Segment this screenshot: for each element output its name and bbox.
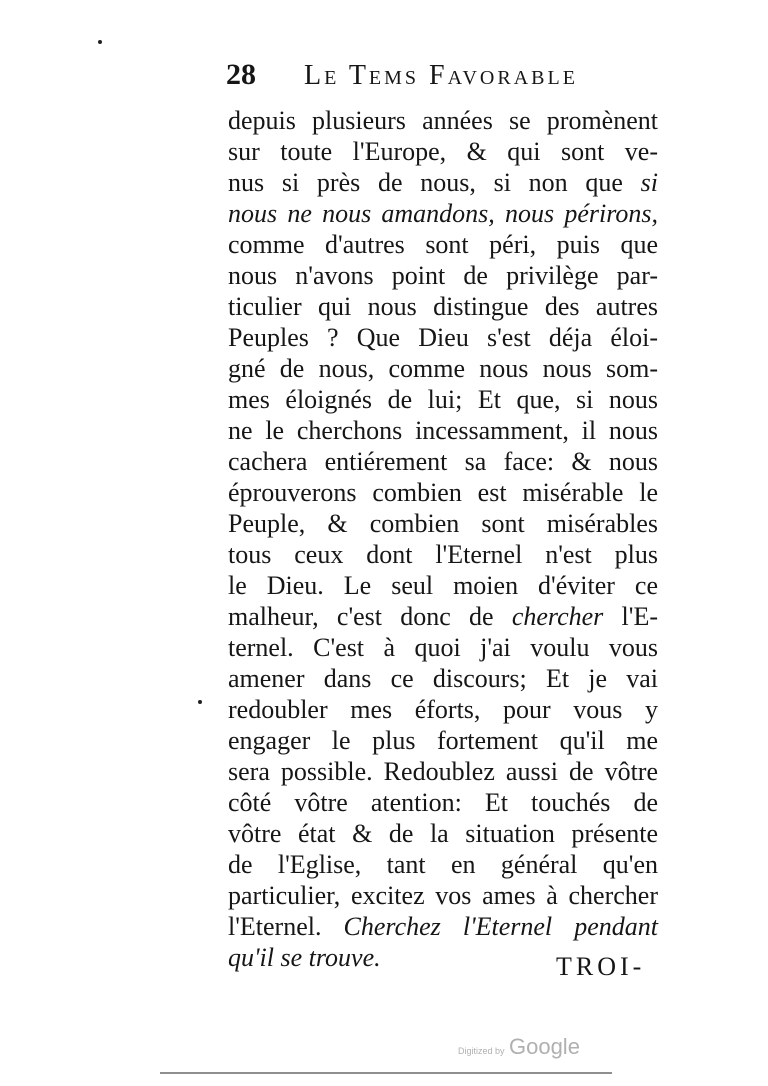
italic-text-segment: chercher bbox=[511, 602, 604, 631]
italic-text-segment: nous ne nous amandons, nous périrons, bbox=[228, 199, 658, 228]
text-segment: de l'Eglise, tant en général qu'en bbox=[228, 850, 658, 879]
text-segment: cachera entiérement sa face: & nous bbox=[228, 447, 658, 476]
text-line bbox=[228, 818, 658, 849]
digitized-by-google-watermark bbox=[458, 1034, 580, 1060]
text-segment: engager le plus fortement qu'il me bbox=[228, 726, 658, 755]
watermark-brand: Google bbox=[508, 1034, 580, 1059]
text-segment: tous ceux dont l'Eternel n'est plus bbox=[228, 540, 658, 569]
running-header bbox=[226, 58, 656, 98]
text-segment: sera possible. Redoublez aussi de vôtre bbox=[228, 757, 658, 786]
text-line bbox=[228, 632, 658, 663]
text-line bbox=[228, 477, 658, 508]
catchword: TROI- bbox=[556, 952, 646, 981]
watermark-prefix: Digitized by bbox=[458, 1046, 505, 1056]
text-line bbox=[228, 167, 658, 198]
text-segment: particulier, excitez vos ames à chercher bbox=[228, 881, 658, 910]
text-segment: nus si près de nous, si non que bbox=[228, 168, 641, 197]
italic-text-segment: qu'il se trouve. bbox=[228, 943, 381, 972]
text-segment: Peuple, & combien sont misérables bbox=[228, 509, 658, 538]
text-line bbox=[228, 694, 658, 725]
text-segment: sur toute l'Europe, & qui sont ve- bbox=[228, 137, 658, 166]
scan-speck bbox=[98, 40, 102, 44]
text-segment: ternel. C'est à quoi j'ai voulu vous bbox=[228, 633, 658, 662]
text-line bbox=[228, 353, 658, 384]
text-line bbox=[228, 787, 658, 818]
body-text bbox=[228, 105, 658, 973]
bottom-scan-rule bbox=[160, 1072, 612, 1074]
text-line bbox=[228, 260, 658, 291]
text-line bbox=[228, 229, 658, 260]
text-segment: éprouverons combien est misérable le bbox=[228, 478, 658, 507]
running-head-title: Le Tems Favorable bbox=[304, 60, 578, 91]
text-line bbox=[228, 725, 658, 756]
page-number: 28 bbox=[226, 58, 256, 91]
text-segment: vôtre état & de la situation présente bbox=[228, 819, 658, 848]
text-line bbox=[228, 601, 658, 632]
text-segment: redoubler mes éforts, pour vous y bbox=[228, 695, 658, 724]
text-line bbox=[228, 198, 658, 229]
text-segment: gné de nous, comme nous nous som- bbox=[228, 354, 658, 383]
text-segment: le Dieu. Le seul moien d'éviter ce bbox=[228, 571, 658, 600]
text-segment: ne le cherchons incessamment, il nous bbox=[228, 416, 658, 445]
text-line bbox=[228, 446, 658, 477]
text-segment: l'Eternel. bbox=[228, 912, 344, 941]
text-segment: amener dans ce discours; Et je vai bbox=[228, 664, 658, 693]
text-line bbox=[228, 570, 658, 601]
text-line bbox=[228, 849, 658, 880]
text-segment: mes éloignés de lui; Et que, si nous bbox=[228, 385, 658, 414]
text-segment: l'E- bbox=[603, 602, 658, 631]
italic-text-segment: Cherchez l'Eternel pendant bbox=[343, 912, 658, 941]
text-segment: ticulier qui nous distingue des autres bbox=[228, 292, 658, 321]
text-segment: comme d'autres sont péri, puis que bbox=[228, 230, 658, 259]
text-segment: nous n'avons point de privilège par- bbox=[228, 261, 658, 290]
text-line bbox=[228, 756, 658, 787]
text-line bbox=[228, 105, 658, 136]
text-line bbox=[228, 415, 658, 446]
text-line bbox=[228, 384, 658, 415]
text-line bbox=[228, 663, 658, 694]
text-line bbox=[228, 322, 658, 353]
text-segment: côté vôtre atention: Et touchés de bbox=[228, 788, 658, 817]
scan-speck bbox=[198, 700, 202, 704]
text-line bbox=[228, 136, 658, 167]
text-line bbox=[228, 911, 658, 942]
text-line bbox=[228, 291, 658, 322]
text-line bbox=[228, 880, 658, 911]
text-segment: depuis plusieurs années se promènent bbox=[228, 106, 658, 135]
text-segment: Peuples ? Que Dieu s'est déja éloi- bbox=[228, 323, 658, 352]
text-segment: malheur, c'est donc de bbox=[228, 602, 512, 631]
text-line bbox=[228, 539, 658, 570]
italic-text-segment: si bbox=[640, 168, 658, 197]
text-line bbox=[228, 508, 658, 539]
